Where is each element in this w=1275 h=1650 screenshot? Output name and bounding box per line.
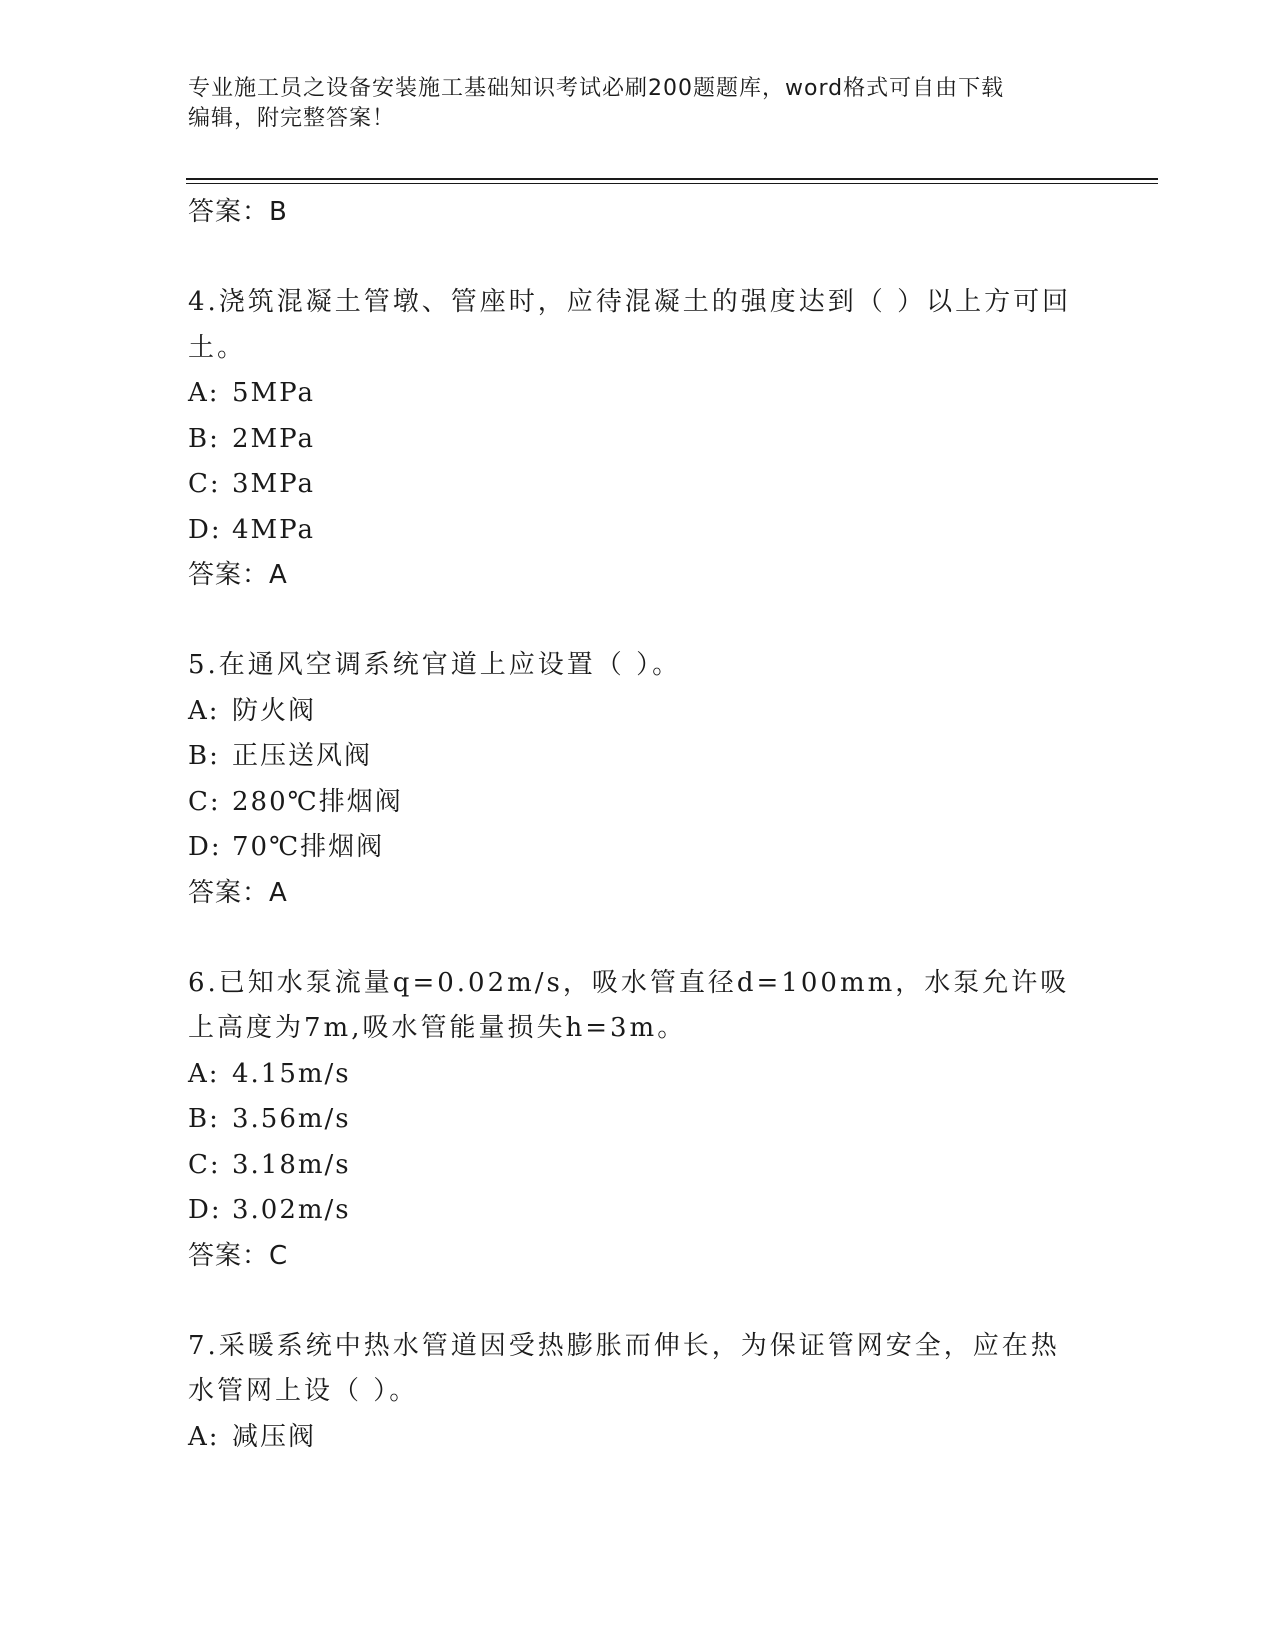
option-text: 正压送风阀 xyxy=(232,741,373,771)
question-block-5 xyxy=(188,643,1088,916)
option-label: C: xyxy=(188,469,221,499)
option-label: B: xyxy=(188,423,220,454)
question-block-7 xyxy=(188,1324,1088,1461)
option-text: 4MPa xyxy=(232,514,315,545)
option-label: C: xyxy=(188,1149,221,1180)
option-label: A: xyxy=(188,378,220,408)
option-label: D: xyxy=(188,1195,222,1225)
answer-previous: 答案：B xyxy=(188,197,288,227)
option-text: 3MPa xyxy=(232,469,315,499)
question-block-6 xyxy=(188,961,1088,1279)
option-text: 3.56m/s xyxy=(232,1104,351,1134)
option-label: B: xyxy=(188,741,220,771)
option-label: D: xyxy=(188,514,222,545)
option-label: A: xyxy=(188,695,220,726)
option-a xyxy=(188,1415,1088,1461)
option-text: 3.02m/s xyxy=(232,1195,351,1225)
option-label: C: xyxy=(188,786,221,817)
question-block-4 xyxy=(188,280,1088,598)
option-b xyxy=(188,417,1088,463)
option-label: A: xyxy=(188,1421,220,1452)
option-label: D: xyxy=(188,832,222,862)
answer-line: 答案：C xyxy=(188,1240,289,1271)
option-b xyxy=(188,734,1088,780)
header-line-1: 专业施工员之设备安装施工基础知识考试必刷200题题库，word格式可自由下载 xyxy=(188,76,1005,101)
option-text: 减压阀 xyxy=(232,1421,317,1452)
document-header xyxy=(188,74,1068,134)
question-text: 6.已知水泵流量q=0.02m/s，吸水管直径d=100mm，水泵允许吸上高度为7m,吸水管能量损失h=3m。 xyxy=(188,967,1070,1043)
option-c xyxy=(188,462,1088,508)
question-text: 7.采暖系统中热水管道因受热膨胀而伸长，为保证管网安全，应在热水管网上设（ ）。 xyxy=(188,1330,1060,1406)
option-text: 2MPa xyxy=(232,423,315,454)
option-a xyxy=(188,689,1088,735)
header-divider-thick xyxy=(186,178,1158,180)
option-text: 70℃排烟阀 xyxy=(232,832,385,862)
option-text: 防火阀 xyxy=(232,695,317,726)
option-text: 5MPa xyxy=(232,378,315,408)
option-d xyxy=(188,825,1088,871)
option-label: B: xyxy=(188,1104,220,1134)
header-divider-thin xyxy=(186,183,1158,184)
option-c xyxy=(188,780,1088,826)
option-text: 280℃排烟阀 xyxy=(232,786,403,817)
option-c xyxy=(188,1143,1088,1189)
option-text: 3.18m/s xyxy=(232,1149,351,1180)
option-d xyxy=(188,508,1088,554)
question-text: 4.浇筑混凝土管墩、管座时，应待混凝土的强度达到（ ）以上方可回土。 xyxy=(188,287,1072,363)
option-label: A: xyxy=(188,1058,220,1089)
option-text: 4.15m/s xyxy=(232,1058,351,1089)
option-a xyxy=(188,371,1088,417)
question-text: 5.在通风空调系统官道上应设置（ ）。 xyxy=(188,650,682,680)
option-b xyxy=(188,1097,1088,1143)
option-d xyxy=(188,1188,1088,1234)
answer-line: 答案：A xyxy=(188,560,288,590)
header-line-2: 编辑，附完整答案！ xyxy=(188,106,396,131)
option-a xyxy=(188,1052,1088,1098)
questions-content xyxy=(188,190,1088,1460)
answer-line: 答案：A xyxy=(188,877,288,908)
